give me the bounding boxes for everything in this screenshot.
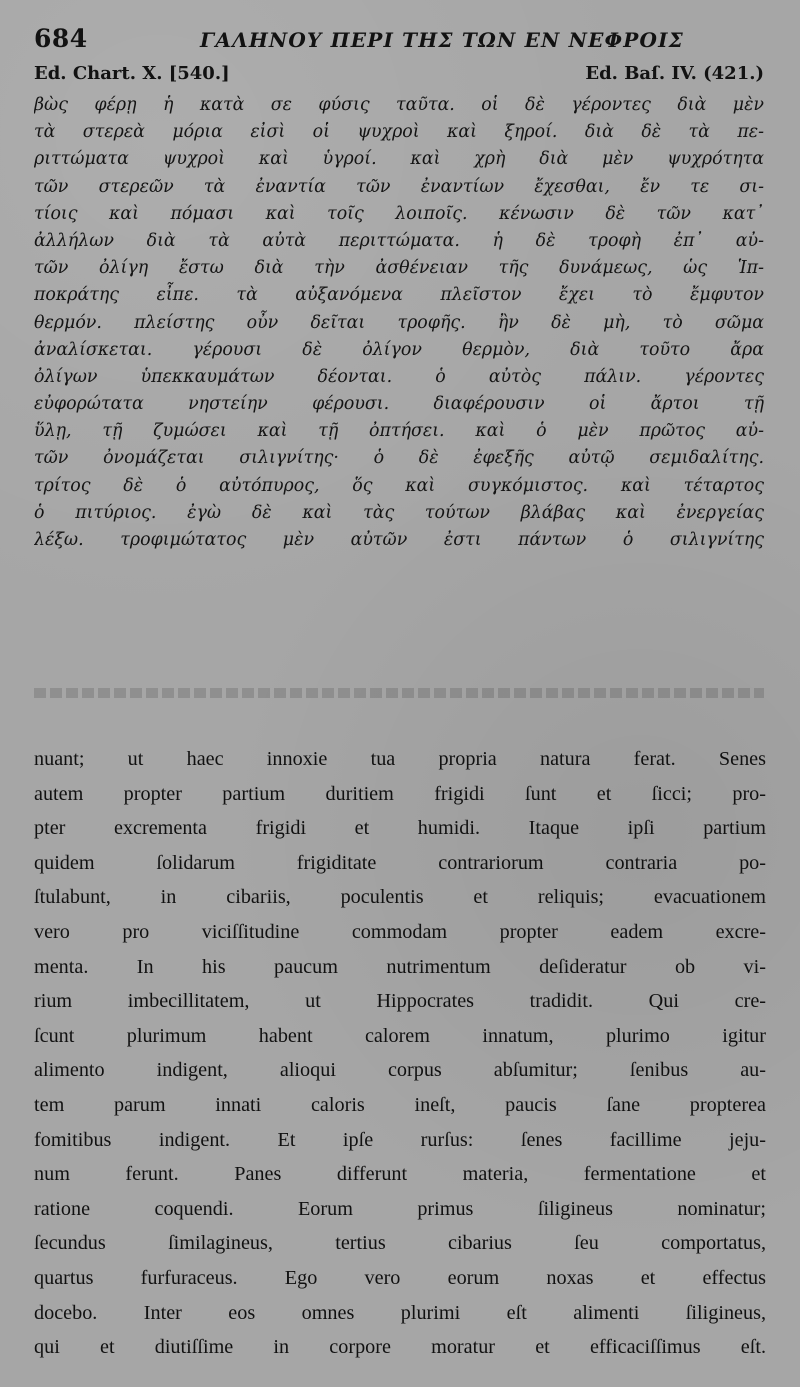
latin-line: vero pro viciſſitudine commodam propter eadem excre- bbox=[34, 920, 766, 943]
latin-line: tem parum innati caloris ineſt, paucis ſane propterea bbox=[34, 1093, 766, 1116]
greek-line: ἀλλήλων διὰ τὰ αὐτὰ περιττώματα. ἡ δὲ τροφὴ ἐπ᾽ αὐ- bbox=[34, 230, 764, 251]
latin-text-block bbox=[34, 742, 766, 1365]
running-head bbox=[34, 24, 754, 64]
greek-line: τὰ στερεὰ μόρια εἰσὶ οἱ ψυχροὶ καὶ ξηροί. διὰ δὲ τὰ πε- bbox=[34, 122, 764, 143]
latin-line: pter excrementa frigidi et humidi. Itaque ipſi partium bbox=[34, 817, 766, 840]
greek-line: τρίτος δὲ ὁ αὐτόπυρος, ὅς καὶ συγκόμιστος. καὶ τέταρτος bbox=[34, 475, 764, 496]
greek-line: ἀναλίσκεται. γέρουσι δὲ ὀλίγον θερμὸν, διὰ τοῦτο ἄρα bbox=[34, 339, 764, 360]
latin-line: autem propter partium duritiem frigidi ſunt et ſicci; pro- bbox=[34, 782, 766, 805]
greek-line: τῶν ὀνομάζεται σιλιγνίτης· ὁ δὲ ἐφεξῆς αὐτῷ σεμιδαλίτης. bbox=[34, 448, 764, 469]
latin-line: quidem ſolidarum frigiditate contrariorum contraria po- bbox=[34, 851, 766, 874]
latin-line: ſcunt plurimum habent calorem innatum, plurimo igitur bbox=[34, 1024, 766, 1047]
latin-line: ſecundus ſimilagineus, tertius cibarius ſeu comportatus, bbox=[34, 1232, 766, 1255]
latin-line: qui et diutiſſime in corpore moratur et efficaciſſimus eſt. bbox=[34, 1336, 766, 1359]
edition-ref-left: Ed. Chart. X. [540.] bbox=[34, 63, 230, 84]
latin-line: nuant; ut haec innoxie tua propria natura ferat. Senes bbox=[34, 748, 766, 770]
faint-bleed-through bbox=[34, 688, 764, 698]
greek-line: εὐφορώτατα νηστείην φέρουσι. διαφέρουσιν οἱ ἄρτοι τῇ bbox=[34, 394, 764, 415]
print-through-separator bbox=[34, 676, 764, 710]
latin-line: docebo. Inter eos omnes plurimi eſt alimenti ſiligineus, bbox=[34, 1301, 766, 1324]
greek-line: τῶν στερεῶν τὰ ἐναντία τῶν ἐναντίων ἔχεσθαι, ἔν τε σι- bbox=[34, 176, 764, 197]
latin-line: rium imbecillitatem, ut Hippocrates tradidit. Qui cre- bbox=[34, 990, 766, 1013]
latin-line: menta. In his paucum nutrimentum deſideratur ob vi- bbox=[34, 955, 766, 978]
page-number: 684 bbox=[34, 24, 88, 53]
latin-line: num ferunt. Panes differunt materia, fermentatione et bbox=[34, 1163, 766, 1186]
greek-line: τίοις καὶ πόμασι καὶ τοῖς λοιποῖς. κένωσιν δὲ τῶν κατ᾽ bbox=[34, 203, 764, 224]
greek-line: ποκράτης εἶπε. τὰ αὐξανόμενα πλεῖστον ἔχει τὸ ἔμφυτον bbox=[34, 285, 764, 306]
latin-line: ſtulabunt, in cibariis, poculentis et reliquis; evacuationem bbox=[34, 886, 766, 909]
greek-line: ὀλίγων ὑπεκκαυμάτων δέονται. ὁ αὐτὸς πάλιν. γέροντες bbox=[34, 366, 764, 387]
greek-line: τῶν ὀλίγη ἔστω διὰ τὴν ἀσθένειαν τῆς δυνάμεως, ὡς Ἱπ- bbox=[34, 258, 764, 279]
latin-line: alimento indigent, alioqui corpus abſumitur; ſenibus au- bbox=[34, 1059, 766, 1082]
latin-line: ratione coquendi. Eorum primus ſiligineus nominatur; bbox=[34, 1197, 766, 1220]
greek-line: λέξω. τροφιμώτατος μὲν αὐτῶν ἐστι πάντων ὁ σιλιγνίτης bbox=[34, 530, 764, 550]
greek-line: ὕλῃ, τῇ ζυμώσει καὶ τῇ ὀπτήσει. καὶ ὁ μὲν πρῶτος αὐ- bbox=[34, 421, 764, 442]
greek-line: βὼς φέρῃ ἡ κατὰ σε φύσις ταῦτα. οἱ δὲ γέροντες διὰ μὲν bbox=[34, 95, 764, 115]
running-title: ΓΑΛΗΝΟΥ ΠΕΡΙ ΤΗΣ ΤΩΝ ΕΝ ΝΕΦΡΟΙΣ bbox=[200, 28, 684, 52]
edition-references bbox=[34, 63, 764, 84]
greek-text-block bbox=[34, 92, 764, 554]
greek-line: ριττώματα ψυχροὶ καὶ ὑγροί. καὶ χρὴ διὰ μὲν ψυχρότητα bbox=[34, 149, 764, 170]
greek-line: ὁ πιτύριος. ἐγὼ δὲ καὶ τὰς τούτων βλάβας καὶ ἐνεργείας bbox=[34, 502, 764, 523]
latin-line: quartus furfuraceus. Ego vero eorum noxas et effectus bbox=[34, 1266, 766, 1289]
greek-line: θερμόν. πλείστης οὖν δεῖται τροφῆς. ἢν δὲ μὴ, τὸ σῶμα bbox=[34, 312, 764, 333]
edition-ref-right: Ed. Baſ. IV. (421.) bbox=[585, 63, 764, 84]
latin-line: fomitibus indigent. Et ipſe rurſus: ſenes facillime jeju- bbox=[34, 1128, 766, 1151]
